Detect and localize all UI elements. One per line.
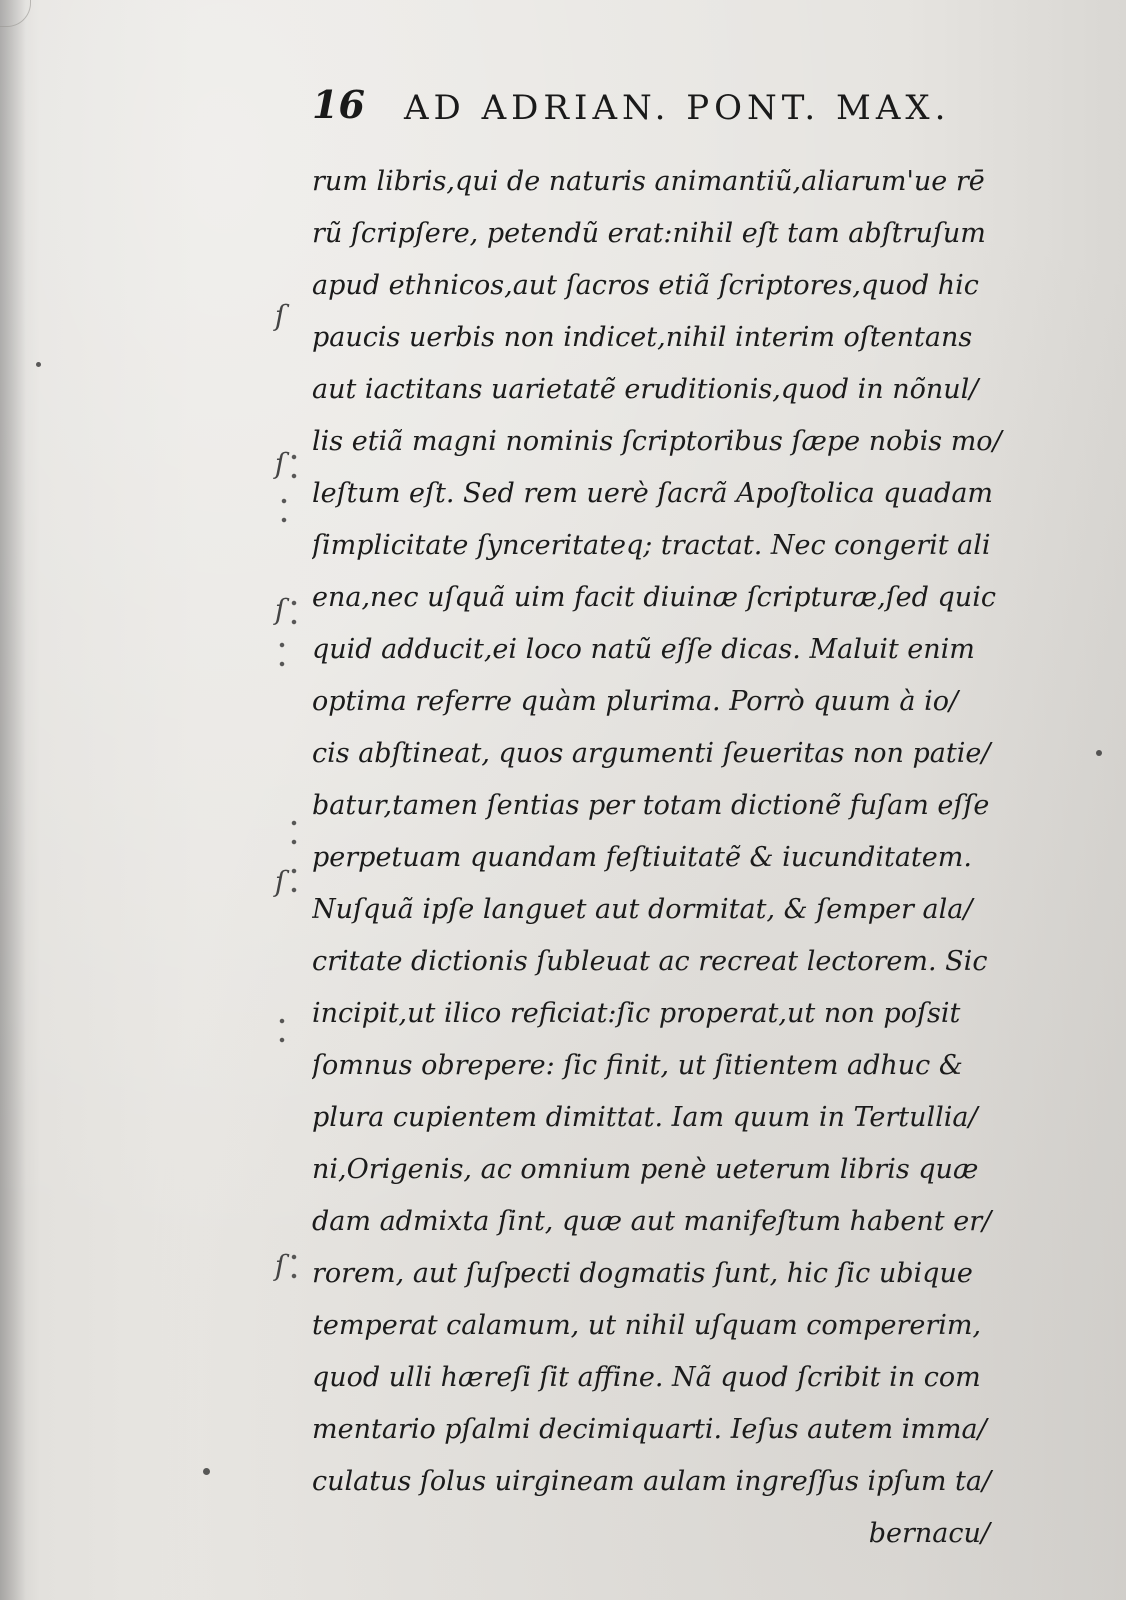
text-line: rum libris,qui de naturis animantiũ,aliarum'ue rē xyxy=(312,166,985,197)
text-line: leſtum eſt. Sed rem uerè ſacrã Apoſtolica quadam xyxy=(312,478,994,509)
text-line: ſomnus obrepere: ſic finit, ut ſitientem adhuc & xyxy=(312,1050,963,1081)
text-line: dam admixta ſint, quæ aut manifeſtum habent er/ xyxy=(312,1206,992,1237)
text-line: aut iactitans uarietatẽ eruditionis,quod in nõnul/ xyxy=(312,374,979,405)
margin-dots xyxy=(290,598,298,628)
margin-dots xyxy=(290,866,298,896)
text-line: rorem, aut ſuſpecti dogmatis ſunt, hic ſic ubique xyxy=(312,1258,973,1289)
margin-dots xyxy=(278,640,286,670)
text-line: culatus ſolus uirgineam aulam ingreſſus ipſum ta/ xyxy=(312,1466,992,1497)
text-line: cis abſtineat, quos argumenti ſeueritas non patie/ xyxy=(312,738,991,769)
margin-dots xyxy=(278,1016,286,1046)
page-corner xyxy=(0,0,31,27)
text-line: quod ulli hæreſi ſit affine. Nã quod ſcribit in com xyxy=(312,1362,981,1393)
ink-speck xyxy=(36,362,41,367)
text-line: ni,Origenis, ac omnium penè ueterum libris quæ xyxy=(312,1154,979,1185)
running-head: AD ADRIAN. PONT. MAX. xyxy=(404,88,951,128)
text-line: apud ethnicos,aut ſacros etiã ſcriptores,quod hic xyxy=(312,270,979,301)
margin-dots xyxy=(280,496,288,526)
margin-mark: ſ xyxy=(274,1249,286,1282)
page-number: 16 xyxy=(312,82,365,127)
text-line: rũ ſcripſere, petendũ erat:nihil eſt tam abſtruſum xyxy=(312,218,986,249)
text-line: batur,tamen ſentias per totam dictionẽ fuſam eſſe xyxy=(312,790,990,821)
margin-dots xyxy=(290,1252,298,1282)
text-line: incipit,ut ilico reficiat:ſic properat,ut non poſsit xyxy=(312,998,961,1029)
margin-mark: ſ xyxy=(274,299,286,332)
text-line: ena,nec uſquã uim facit diuinæ ſcripturæ,ſed quic xyxy=(312,582,996,613)
text-line: paucis uerbis non indicet,nihil interim oſtentans xyxy=(312,322,973,353)
margin-dots xyxy=(290,452,298,482)
text-line: lis etiã magni nominis ſcriptoribus ſæpe nobis mo/ xyxy=(312,426,1002,457)
margin-mark: ſ xyxy=(274,447,286,480)
margin-mark: ſ xyxy=(274,593,286,626)
text-line: temperat calamum, ut nihil uſquam compererim, xyxy=(312,1310,982,1341)
text-line: optima referre quàm plurima. Porrò quum à io/ xyxy=(312,686,959,717)
margin-dots xyxy=(290,818,298,848)
text-line: Nuſquã ipſe languet aut dormitat, & ſemper ala/ xyxy=(312,894,973,925)
text-line: critate dictionis ſubleuat ac recreat lectorem. Sic xyxy=(312,946,988,977)
page-header xyxy=(312,78,1012,138)
text-line: mentario pſalmi decimiquarti. Ieſus autem imma/ xyxy=(312,1414,987,1445)
text-line: perpetuam quandam feſtiuitatẽ & iucunditatem. xyxy=(312,842,972,873)
ink-speck xyxy=(203,1468,210,1475)
body-text xyxy=(312,156,1012,1560)
margin-mark: ſ xyxy=(274,865,286,898)
text-line: ſimplicitate ſynceritateq; tractat. Nec congerit ali xyxy=(312,530,991,561)
binding-shadow xyxy=(0,0,26,1600)
text-line: quid adducit,ei loco natũ eſſe dicas. Maluit enim xyxy=(312,634,975,665)
ink-speck xyxy=(1096,750,1102,756)
text-line: plura cupientem dimittat. Iam quum in Tertullia/ xyxy=(312,1102,978,1133)
catchword: bernacu/ xyxy=(868,1518,990,1549)
